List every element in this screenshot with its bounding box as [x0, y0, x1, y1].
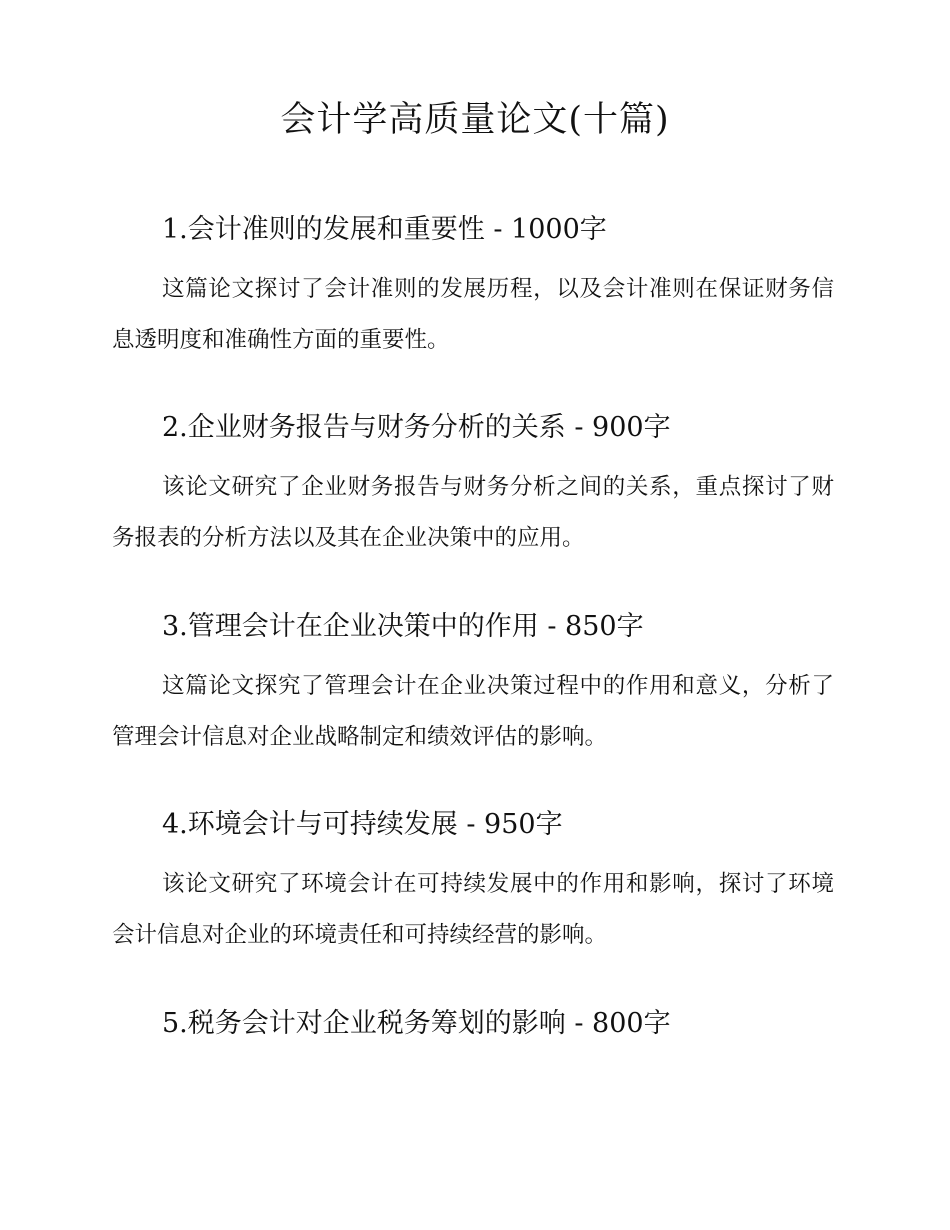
paper-summary: 该论文研究了环境会计在可持续发展中的作用和影响，探讨了环境会计信息对企业的环境责任和可持续经营的影响。	[112, 871, 834, 948]
paper-heading: 4.环境会计与可持续发展 - 950字	[162, 809, 563, 840]
paper-heading: 3.管理会计在企业决策中的作用 - 850字	[162, 611, 644, 642]
paper-summary: 这篇论文探究了管理会计在企业决策过程中的作用和意义，分析了管理会计信息对企业战略制定和绩效评估的影响。	[112, 673, 834, 750]
document-title: 会计学高质量论文(十篇)	[280, 100, 670, 140]
paper-section-5	[112, 1004, 834, 1044]
paper-section-3	[112, 607, 834, 763]
paper-summary: 这篇论文探讨了会计准则的发展历程，以及会计准则在保证财务信息透明度和准确性方面的重要性。	[112, 276, 834, 353]
paper-heading: 2.企业财务报告与财务分析的关系 - 900字	[162, 412, 671, 443]
paper-heading: 1.会计准则的发展和重要性 - 1000字	[162, 214, 607, 245]
paper-section-1	[112, 210, 834, 366]
paper-section-2	[112, 408, 834, 564]
paper-summary: 该论文研究了企业财务报告与财务分析之间的关系，重点探讨了财务报表的分析方法以及其在企业决策中的应用。	[112, 474, 834, 551]
paper-heading: 5.税务会计对企业税务筹划的影响 - 800字	[162, 1008, 671, 1039]
paper-section-4	[112, 805, 834, 961]
